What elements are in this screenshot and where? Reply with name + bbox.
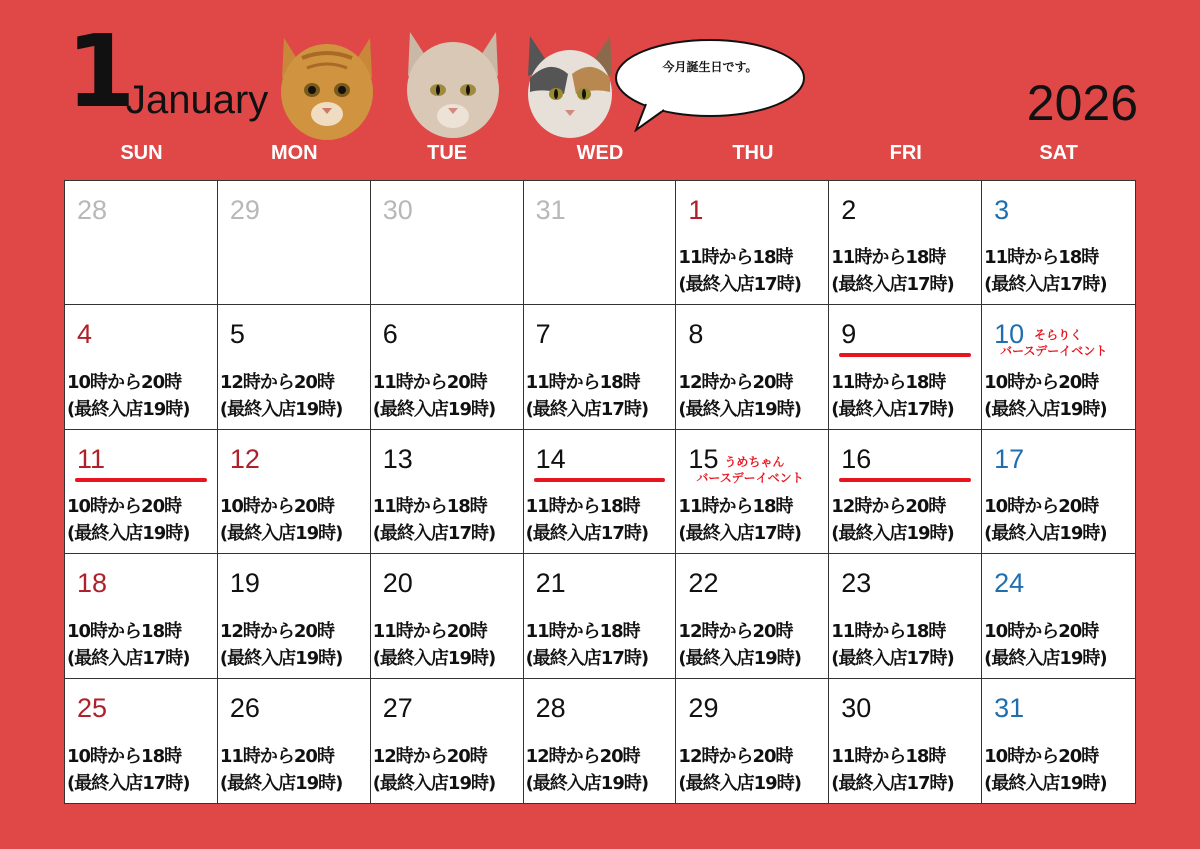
birthday-underline	[839, 353, 971, 357]
hours-range: 12時から20時	[219, 620, 334, 642]
last-entry: (最終入店17時)	[67, 773, 190, 794]
last-entry: (最終入店17時)	[372, 523, 496, 545]
day-cell[interactable]	[524, 430, 677, 554]
last-entry: (最終入店17時)	[831, 647, 954, 669]
day-number: 13	[382, 443, 413, 474]
day-cell[interactable]	[982, 181, 1135, 305]
last-entry: (最終入店19時)	[219, 647, 343, 669]
last-entry: (最終入店19時)	[525, 773, 649, 794]
day-number: 16	[841, 443, 872, 474]
hours-range: 12時から20時	[831, 496, 946, 518]
hours-range: 10時から20時	[67, 371, 182, 393]
hours-range: 11時から18時	[831, 371, 946, 393]
opening-hours	[220, 618, 368, 672]
hours-range: 10時から20時	[984, 620, 1099, 642]
day-cell[interactable]	[371, 305, 524, 429]
day-cell[interactable]	[524, 679, 677, 803]
last-entry: (最終入店19時)	[219, 773, 343, 794]
day-number: 9	[841, 319, 857, 350]
day-cell[interactable]	[829, 181, 982, 305]
day-number: 26	[229, 692, 260, 723]
hours-range: 11時から18時	[525, 496, 640, 518]
day-cell[interactable]	[982, 305, 1135, 429]
day-number: 21	[535, 568, 566, 599]
hours-range: 10時から18時	[67, 620, 182, 642]
day-cell[interactable]	[218, 554, 371, 678]
opening-hours	[373, 743, 521, 797]
last-entry: (最終入店19時)	[984, 523, 1107, 545]
day-number: 22	[688, 568, 719, 599]
opening-hours	[220, 493, 368, 547]
day-cell[interactable]	[65, 305, 218, 429]
last-entry: (最終入店19時)	[67, 523, 190, 545]
weekday-wed: WED	[576, 142, 624, 164]
day-cell[interactable]	[676, 181, 829, 305]
month-name: January	[126, 78, 269, 122]
event-cat-name: そらりく	[1034, 328, 1083, 343]
day-cell[interactable]	[371, 430, 524, 554]
day-number: 17	[994, 443, 1025, 474]
opening-hours	[678, 244, 826, 298]
birthday-event-label	[696, 454, 804, 486]
opening-hours	[67, 493, 215, 547]
cream-cat-icon	[398, 18, 508, 143]
last-entry: (最終入店17時)	[678, 523, 801, 545]
hours-range: 10時から20時	[67, 496, 182, 518]
day-cell[interactable]	[524, 305, 677, 429]
day-number: 4	[77, 319, 93, 350]
last-entry: (最終入店17時)	[525, 647, 649, 669]
last-entry: (最終入店19時)	[372, 398, 496, 420]
calendar-grid	[64, 180, 1136, 804]
hours-range: 12時から20時	[678, 371, 793, 393]
day-number: 10	[994, 319, 1025, 350]
opening-hours	[984, 369, 1133, 423]
day-cell[interactable]	[829, 430, 982, 554]
opening-hours	[67, 743, 215, 797]
day-cell[interactable]	[218, 679, 371, 803]
opening-hours	[678, 493, 826, 547]
day-cell[interactable]	[65, 430, 218, 554]
hours-range: 11時から18時	[372, 496, 487, 518]
day-number: 31	[994, 692, 1025, 723]
day-cell[interactable]	[982, 430, 1135, 554]
day-cell[interactable]	[371, 554, 524, 678]
bubble-text: 今月誕生日です。	[662, 60, 758, 74]
opening-hours	[831, 618, 979, 672]
hours-range: 11時から18時	[525, 620, 640, 642]
last-entry: (最終入店17時)	[525, 523, 649, 545]
hours-range: 11時から18時	[831, 247, 946, 269]
birthday-underline	[534, 478, 666, 482]
hours-range: 10時から18時	[67, 746, 182, 767]
opening-hours	[831, 493, 979, 547]
hours-range: 12時から20時	[678, 620, 793, 642]
day-cell[interactable]	[371, 181, 524, 305]
opening-hours	[678, 369, 826, 423]
hours-range: 11時から20時	[219, 746, 334, 767]
day-cell[interactable]	[982, 679, 1135, 803]
day-number: 27	[382, 692, 413, 723]
day-number: 8	[688, 319, 704, 350]
day-cell[interactable]	[218, 181, 371, 305]
opening-hours	[984, 743, 1133, 797]
day-cell[interactable]	[65, 554, 218, 678]
hours-range: 10時から20時	[984, 371, 1099, 393]
day-number: 6	[382, 319, 398, 350]
last-entry: (最終入店17時)	[678, 274, 801, 296]
weekday-fri: FRI	[889, 142, 922, 164]
hours-range: 10時から20時	[984, 746, 1099, 767]
opening-hours	[678, 618, 826, 672]
month-number: 1	[66, 13, 136, 130]
weekday-tue: TUE	[427, 142, 468, 164]
day-cell[interactable]	[676, 430, 829, 554]
opening-hours	[678, 743, 826, 797]
weekday-thu: THU	[732, 142, 774, 164]
day-number: 30	[382, 195, 413, 225]
birthday-underline	[75, 478, 207, 482]
hours-range: 11時から18時	[525, 371, 640, 393]
hours-range: 11時から18時	[831, 746, 946, 767]
last-entry: (最終入店19時)	[678, 773, 801, 794]
day-number: 1	[688, 195, 704, 225]
day-number: 2	[841, 195, 857, 225]
hours-range: 11時から20時	[372, 371, 487, 393]
day-cell[interactable]	[982, 554, 1135, 678]
opening-hours	[831, 743, 979, 797]
event-title: バースデーイベント	[696, 470, 804, 485]
last-entry: (最終入店17時)	[831, 274, 954, 296]
day-number: 24	[994, 568, 1025, 599]
opening-hours	[67, 369, 215, 423]
weekday-mon: MON	[270, 142, 318, 164]
hours-range: 12時から20時	[219, 371, 334, 393]
opening-hours	[526, 743, 674, 797]
opening-hours	[373, 493, 521, 547]
day-cell[interactable]	[218, 430, 371, 554]
opening-hours	[831, 244, 979, 298]
day-cell[interactable]	[524, 554, 677, 678]
last-entry: (最終入店17時)	[67, 647, 190, 669]
last-entry: (最終入店17時)	[831, 398, 954, 420]
day-cell[interactable]	[65, 679, 218, 803]
day-number: 5	[229, 319, 245, 350]
last-entry: (最終入店19時)	[984, 398, 1107, 420]
speech-bubble	[612, 36, 808, 132]
day-cell[interactable]	[65, 181, 218, 305]
day-number: 30	[841, 692, 872, 723]
birthday-underline	[839, 478, 971, 482]
day-number: 7	[535, 319, 551, 350]
day-cell[interactable]	[218, 305, 371, 429]
day-number: 29	[688, 692, 719, 723]
hours-range: 11時から18時	[984, 247, 1099, 269]
last-entry: (最終入店17時)	[525, 398, 649, 420]
day-number: 11	[77, 443, 106, 474]
last-entry: (最終入店19時)	[372, 647, 496, 669]
last-entry: (最終入店17時)	[984, 274, 1107, 296]
opening-hours	[373, 369, 521, 423]
day-number: 19	[229, 568, 260, 599]
day-cell[interactable]	[524, 181, 677, 305]
hours-range: 12時から20時	[678, 746, 793, 767]
day-cell[interactable]	[829, 554, 982, 678]
day-number: 3	[994, 195, 1010, 225]
hours-range: 12時から20時	[372, 746, 487, 767]
opening-hours	[526, 618, 674, 672]
day-number: 28	[535, 692, 566, 723]
opening-hours	[831, 369, 979, 423]
hours-range: 10時から20時	[219, 496, 334, 518]
last-entry: (最終入店19時)	[219, 398, 343, 420]
hours-range: 12時から20時	[525, 746, 640, 767]
opening-hours	[67, 618, 215, 672]
day-number: 29	[229, 195, 260, 225]
weekday-sat: SAT	[1039, 142, 1078, 164]
day-cell[interactable]	[371, 679, 524, 803]
hours-range: 10時から20時	[984, 496, 1099, 518]
opening-hours	[220, 743, 368, 797]
opening-hours	[526, 493, 674, 547]
last-entry: (最終入店19時)	[678, 398, 801, 420]
opening-hours	[984, 618, 1133, 672]
event-cat-name: うめちゃん	[724, 454, 785, 469]
hours-range: 11時から18時	[678, 496, 793, 518]
day-cell[interactable]	[829, 305, 982, 429]
day-number: 23	[841, 568, 872, 599]
opening-hours	[984, 244, 1133, 298]
last-entry: (最終入店19時)	[219, 523, 343, 545]
calico-cat-icon	[520, 18, 620, 143]
opening-hours	[984, 493, 1133, 547]
day-cell[interactable]	[829, 679, 982, 803]
last-entry: (最終入店19時)	[67, 398, 190, 420]
last-entry: (最終入店17時)	[831, 773, 954, 794]
opening-hours	[220, 369, 368, 423]
day-number: 14	[535, 443, 566, 474]
day-number: 15	[688, 443, 719, 474]
hours-range: 11時から18時	[831, 620, 946, 642]
day-number: 25	[77, 692, 108, 723]
weekday-sun: SUN	[120, 142, 163, 164]
last-entry: (最終入店19時)	[831, 523, 954, 545]
last-entry: (最終入店19時)	[372, 773, 496, 794]
opening-hours	[526, 369, 674, 423]
weekday-header	[65, 142, 1135, 172]
day-number: 20	[382, 568, 413, 599]
hours-range: 11時から18時	[678, 247, 793, 269]
event-title: バースデーイベント	[1000, 344, 1108, 359]
day-cell[interactable]	[676, 305, 829, 429]
day-cell[interactable]	[676, 554, 829, 678]
last-entry: (最終入店19時)	[984, 647, 1107, 669]
hours-range: 11時から20時	[372, 620, 487, 642]
day-cell[interactable]	[676, 679, 829, 803]
day-number: 31	[535, 195, 566, 225]
last-entry: (最終入店19時)	[984, 773, 1107, 794]
last-entry: (最終入店19時)	[678, 647, 801, 669]
day-number: 12	[229, 443, 260, 474]
day-number: 28	[77, 195, 108, 225]
day-number: 18	[77, 568, 108, 599]
year: 2026	[1026, 75, 1138, 131]
opening-hours	[373, 618, 521, 672]
orange-tabby-cat-icon	[272, 18, 382, 143]
